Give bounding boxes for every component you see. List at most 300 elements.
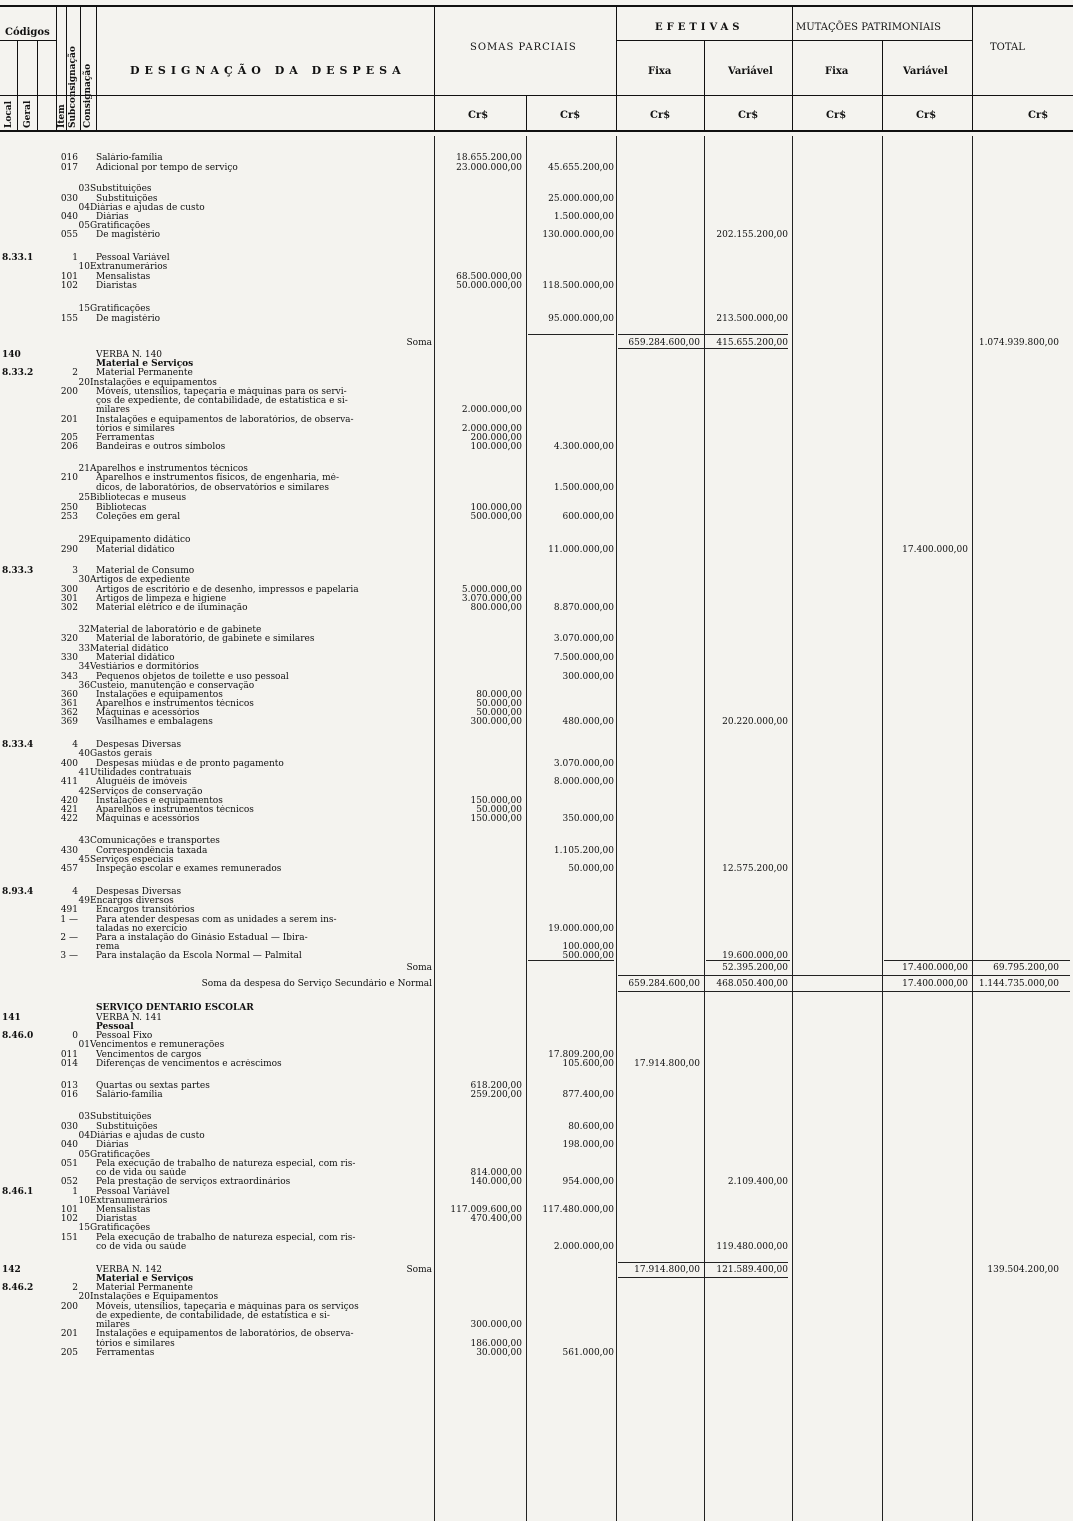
designation-text: ços de expediente, de contabilidade, de estatística e si-	[96, 396, 348, 406]
fixa-header: Fixa	[648, 66, 672, 77]
designation-text: Pessoal	[96, 1022, 134, 1032]
amount-tot: 1.074.939.800,00	[978, 338, 1059, 348]
table-row	[0, 314, 1073, 324]
table-row	[0, 777, 1073, 787]
item-code: 300	[60, 585, 78, 595]
item-code: 201	[60, 415, 78, 425]
item-code: 320	[60, 634, 78, 644]
amount-p1: 18.655.200,00	[456, 153, 522, 163]
item-code: 32	[78, 625, 90, 635]
amount-mv: 17.400.000,00	[902, 545, 968, 555]
item-code: 421	[60, 805, 78, 815]
designation-text: Material de laboratório e de gabinete	[90, 625, 262, 635]
amount-p1: 30.000,00	[476, 1348, 522, 1358]
designation-text: Substituições	[96, 1122, 158, 1132]
designation-text: Diárias	[96, 1140, 129, 1150]
item-code: 2	[72, 1283, 78, 1293]
local-code: 141	[2, 1013, 21, 1023]
amount-p1: 2.000.000,00	[461, 424, 522, 434]
table-row	[0, 368, 1073, 378]
item-code: 361	[60, 699, 78, 709]
designation-text: Artigos de limpeza e higiene	[96, 594, 227, 604]
designation-text: tórios e similares	[96, 424, 175, 434]
item-code: 051	[60, 1159, 78, 1169]
item-code: 201	[60, 1329, 78, 1339]
item-code: 430	[60, 846, 78, 856]
designation-text: Encargos transitórios	[96, 905, 195, 915]
amount-ef: 17.914.800,00	[634, 1265, 700, 1275]
designation-text: Mensalistas	[96, 1205, 151, 1215]
item-code: 4	[72, 887, 78, 897]
designation-text: Extranumerários	[90, 1196, 168, 1206]
item-code: 369	[60, 717, 78, 727]
item-code: 03	[78, 184, 90, 194]
amount-p2: 350.000,00	[562, 814, 614, 824]
local-code: 8.33.4	[2, 740, 34, 750]
designation-text: Salário-família	[96, 1090, 163, 1100]
item-code: 205	[60, 433, 78, 443]
amount-p1: 50.000,00	[476, 699, 522, 709]
designation-text: Instalações e equipamentos	[96, 690, 223, 700]
table-row	[0, 1177, 1073, 1187]
amount-p2: 561.000,00	[562, 1348, 614, 1358]
designation-text: Mensalistas	[96, 272, 151, 282]
amount-p2: 480.000,00	[562, 717, 614, 727]
amount-p2: 17.809.200,00	[548, 1050, 614, 1060]
designation-text: Bandeiras e outros símbolos	[96, 442, 226, 452]
amount-mv: 17.400.000,00	[902, 963, 968, 973]
designation-text: Custeio, manutenção e conservação	[90, 681, 255, 691]
designation-text: SERVIÇO DENTÁRIO ESCOLAR	[96, 1003, 254, 1013]
table-row	[0, 442, 1073, 452]
designation-text: Material de laboratório, de gabinete e similares	[96, 634, 315, 644]
amount-p1: 814.000,00	[470, 1168, 522, 1178]
amount-p2: 50.000,00	[568, 864, 614, 874]
designation-text: Aparelhos e instrumentos físicos, de engenharia, mé-	[96, 473, 339, 483]
designation-text: Material de Consumo	[96, 566, 195, 576]
item-code: 03	[78, 1112, 90, 1122]
amount-ev: 119.480.000,00	[716, 1242, 788, 1252]
amount-p1: 50.000,00	[476, 805, 522, 815]
table-row	[0, 905, 1073, 915]
geral-header: Geral	[23, 100, 33, 128]
item-code: 013	[60, 1081, 78, 1091]
designation-text: Comunicações e transportes	[90, 836, 220, 846]
item-code: 10	[78, 262, 90, 272]
item-code: 41	[78, 768, 90, 778]
designation-text: Pela execução de trabalho de natureza especial, com ris-	[96, 1159, 356, 1169]
designation-text: Diaristas	[96, 281, 137, 291]
table-row	[0, 153, 1073, 163]
table-row	[0, 603, 1073, 613]
designation-text: Pessoal Fixo	[96, 1031, 153, 1041]
designation-text: Ferramentas	[96, 433, 155, 443]
item-code: 362	[60, 708, 78, 718]
designation-text: Despesas Diversas	[96, 887, 182, 897]
table-row	[0, 281, 1073, 291]
item-code: 200	[60, 387, 78, 397]
designation-text: Soma	[406, 963, 432, 973]
designation-text: Equipamento didático	[90, 535, 191, 545]
amount-p1: 68.500.000,00	[456, 272, 522, 282]
item-code: 20	[78, 378, 90, 388]
designation-text: Material e Serviços	[96, 1274, 194, 1284]
designation-text: dicos, de laboratórios, de observatórios e similares	[96, 483, 329, 493]
amount-p2: 118.500.000,00	[542, 281, 614, 291]
item-code: 457	[60, 864, 78, 874]
designation-text: Pequenos objetos de toilette e uso pessoal	[96, 672, 289, 682]
amount-p1: 618.200,00	[470, 1081, 522, 1091]
item-code: 330	[60, 653, 78, 663]
item-code: 055	[60, 230, 78, 240]
designation-text: Diferenças de vencimentos e acréscimos	[96, 1059, 282, 1069]
table-row	[0, 979, 1073, 989]
designation-text: Material Permanente	[96, 368, 193, 378]
designation-text: Instalações e equipamentos	[90, 378, 217, 388]
amount-p1: 470.400,00	[470, 1214, 522, 1224]
designation-text: Serviços de conservação	[90, 787, 203, 797]
designation-text: co de vida ou saúde	[96, 1168, 187, 1178]
item-code: 101	[60, 272, 78, 282]
table-row	[0, 405, 1073, 415]
amount-ef: 17.914.800,00	[634, 1059, 700, 1069]
amount-p2: 1.500.000,00	[553, 212, 614, 222]
designation-text: Bibliotecas e museus	[90, 493, 187, 503]
item-code: 102	[60, 1214, 78, 1224]
currency-label: Cr$	[1028, 110, 1049, 121]
designation-text: Despesas Diversas	[96, 740, 182, 750]
amount-p1: 2.000.000,00	[461, 405, 522, 415]
designation-text: Instalações e Equipamentos	[90, 1292, 219, 1302]
item-code: 33	[78, 644, 90, 654]
amount-p1: 140.000,00	[470, 1177, 522, 1187]
designation-text: Gratificações	[90, 1223, 151, 1233]
item-code: 43	[78, 836, 90, 846]
item-code: 34	[78, 662, 90, 672]
item-code: 411	[60, 777, 78, 787]
designation-text: Móveis, utensílios, tapeçaria e máquinas para os servi-	[96, 387, 347, 397]
table-row	[0, 836, 1073, 846]
amount-ev: 19.600.000,00	[722, 951, 788, 961]
item-code: 040	[60, 1140, 78, 1150]
item-code: 151	[60, 1233, 78, 1243]
designation-text: Gratificações	[90, 1150, 151, 1160]
item-code: 49	[78, 896, 90, 906]
designation-text: Vestiários e dormitórios	[90, 662, 199, 672]
designation-text: De magistério	[96, 230, 161, 240]
amount-p1: 100.000,00	[470, 442, 522, 452]
designation-text: Diárias e ajudas de custo	[90, 1131, 205, 1141]
designation-text: Correspondência taxada	[96, 846, 208, 856]
item-code: 014	[60, 1059, 78, 1069]
designation-text: Material didático	[96, 653, 175, 663]
designation-text: Soma	[406, 1265, 432, 1275]
amount-ev: 213.500.000,00	[716, 314, 788, 324]
amount-p1: 3.070.000,00	[461, 594, 522, 604]
currency-label: Cr$	[738, 110, 759, 121]
item-code: 04	[78, 203, 90, 213]
designation-text: Ferramentas	[96, 1348, 155, 1358]
amount-p2: 3.070.000,00	[553, 759, 614, 769]
designation-text: Gastos gerais	[90, 749, 152, 759]
designation-text: Pela prestação de serviços extraordinários	[96, 1177, 291, 1187]
amount-ev: 20.220.000,00	[722, 717, 788, 727]
designation-text: Máquinas e acessórios	[96, 814, 200, 824]
local-code: 8.33.2	[2, 368, 34, 378]
amount-p2: 100.000,00	[562, 942, 614, 952]
amount-p2: 95.000.000,00	[548, 314, 614, 324]
amount-p1: 500.000,00	[470, 512, 522, 522]
local-code: 8.93.4	[2, 887, 34, 897]
amount-ev: 202.155.200,00	[716, 230, 788, 240]
amount-p1: 117.009.600,00	[450, 1205, 522, 1215]
designation-text: Para instalação da Escola Normal — Palmital	[96, 951, 302, 961]
designation-text: Para atender despesas com as unidades a serem ins-	[96, 915, 337, 925]
item-code: 030	[60, 1122, 78, 1132]
item-code: 206	[60, 442, 78, 452]
local-code: 8.46.2	[2, 1283, 34, 1293]
amount-p1: 300.000,00	[470, 717, 522, 727]
amount-tot: 139.504.200,00	[987, 1265, 1059, 1275]
item-header: Item	[57, 104, 67, 128]
amount-p2: 1.105.200,00	[553, 846, 614, 856]
designation-text: Instalações e equipamentos de laboratórios, de observa-	[96, 415, 354, 425]
item-code: 016	[60, 153, 78, 163]
item-code: 21	[78, 464, 90, 474]
item-code: 290	[60, 545, 78, 555]
designation-text: Diárias e ajudas de custo	[90, 203, 205, 213]
amount-p1: 259.200,00	[470, 1090, 522, 1100]
designation-text: Despesas miúdas e de pronto pagamento	[96, 759, 284, 769]
item-code: 101	[60, 1205, 78, 1215]
item-code: 36	[78, 681, 90, 691]
designation-text: Gratificações	[90, 221, 151, 231]
item-code: 011	[60, 1050, 78, 1060]
amount-p2: 300.000,00	[562, 672, 614, 682]
designation-text: Móveis, utensílios, tapeçaria e máquinas para os serviços	[96, 1302, 359, 1312]
designation-text: taladas no exercício	[96, 924, 188, 934]
designation-text: Utilidades contratuais	[90, 768, 192, 778]
table-row	[0, 662, 1073, 672]
item-code: 45	[78, 855, 90, 865]
designation-text: Salário-família	[96, 153, 163, 163]
consignacao-header: Consignação	[83, 63, 93, 128]
item-code: 15	[78, 304, 90, 314]
item-code: 360	[60, 690, 78, 700]
currency-label: Cr$	[560, 110, 581, 121]
designation-text: Pela execução de trabalho de natureza especial, com ris-	[96, 1233, 356, 1243]
amount-p2: 500.000,00	[562, 951, 614, 961]
designation-text: Substituições	[90, 1112, 152, 1122]
designation-text: Pessoal Variável	[96, 1187, 170, 1197]
table-row	[0, 304, 1073, 314]
designation-text: rema	[96, 942, 120, 952]
item-code: 205	[60, 1348, 78, 1358]
item-code: 200	[60, 1302, 78, 1312]
item-code: 29	[78, 535, 90, 545]
designation-text: Vencimentos de cargos	[96, 1050, 202, 1060]
amount-ef: 659.284.600,00	[628, 979, 700, 989]
designation-text: Extranumerários	[90, 262, 168, 272]
variavel-mut-header: Variável	[903, 66, 948, 77]
local-code: 8.46.0	[2, 1031, 34, 1041]
amount-p1: 100.000,00	[470, 503, 522, 513]
fixa-mut-header: Fixa	[825, 66, 849, 77]
table-row	[0, 1348, 1073, 1358]
item-code: 016	[60, 1090, 78, 1100]
table-row	[0, 634, 1073, 644]
amount-p2: 4.300.000,00	[553, 442, 614, 452]
amount-p1: 23.000.000,00	[456, 163, 522, 173]
amount-p2: 45.655.200,00	[548, 163, 614, 173]
item-code: 040	[60, 212, 78, 222]
item-code: 1 —	[60, 915, 78, 925]
amount-p2: 105.600,00	[562, 1059, 614, 1069]
item-code: 1	[72, 253, 78, 263]
efetivas-header: EFETIVAS	[655, 22, 744, 33]
amount-p1: 80.000,00	[476, 690, 522, 700]
amount-p2: 19.000.000,00	[548, 924, 614, 934]
item-code: 302	[60, 603, 78, 613]
subconsignacao-header: Subconsignação	[68, 46, 78, 128]
designation-text: Material Permanente	[96, 1283, 193, 1293]
table-row	[0, 262, 1073, 272]
designation-text: Material didático	[96, 545, 175, 555]
amount-p1: 150.000,00	[470, 796, 522, 806]
item-code: 102	[60, 281, 78, 291]
designation-text: co de vida ou saúde	[96, 1242, 187, 1252]
table-row	[0, 535, 1073, 545]
amount-ev: 415.655.200,00	[716, 338, 788, 348]
item-code: 01	[78, 1040, 90, 1050]
table-row	[0, 473, 1073, 483]
designation-text: Diárias	[96, 212, 129, 222]
designation-text: Para a instalação do Ginásio Estadual — Ibira-	[96, 933, 308, 943]
table-row	[0, 963, 1073, 973]
designation-text: tórios e similares	[96, 1339, 175, 1349]
designation-text: de expediente, de contabilidade, de estatística e si-	[96, 1311, 330, 1321]
item-code: 052	[60, 1177, 78, 1187]
item-code: 491	[60, 905, 78, 915]
amount-p2: 25.000.000,00	[548, 194, 614, 204]
amount-p2: 80.600,00	[568, 1122, 614, 1132]
item-code: 30	[78, 575, 90, 585]
designation-text: Coleções em geral	[96, 512, 181, 522]
amount-tot: 1.144.735.000,00	[978, 979, 1059, 989]
total-header: TOTAL	[990, 42, 1025, 53]
item-code: 04	[78, 1131, 90, 1141]
item-code: 2	[72, 368, 78, 378]
amount-p2: 8.870.000,00	[553, 603, 614, 613]
designation-text: Artigos de escritório e de desenho, impressos e papelaria	[96, 585, 359, 595]
designation-text: Gratificações	[90, 304, 151, 314]
designation-text: Artigos de expediente	[90, 575, 191, 585]
table-row	[0, 512, 1073, 522]
table-row	[0, 1140, 1073, 1150]
item-code: 420	[60, 796, 78, 806]
amount-p1: 300.000,00	[470, 1320, 522, 1330]
amount-p2: 130.000.000,00	[542, 230, 614, 240]
designation-text: Vencimentos e remunerações	[90, 1040, 225, 1050]
item-code: 0	[72, 1031, 78, 1041]
designation-text: Máquinas e acessórios	[96, 708, 200, 718]
item-code: 15	[78, 1223, 90, 1233]
table-row	[0, 338, 1073, 348]
amount-p1: 50.000.000,00	[456, 281, 522, 291]
designation-text: VERBA N. 140	[96, 350, 163, 360]
currency-label: Cr$	[650, 110, 671, 121]
currency-label: Cr$	[468, 110, 489, 121]
designation-text: milares	[96, 1320, 130, 1330]
amount-p2: 198.000,00	[562, 1140, 614, 1150]
amount-p2: 7.500.000,00	[553, 653, 614, 663]
table-row	[0, 1090, 1073, 1100]
amount-ev: 121.589.400,00	[716, 1265, 788, 1275]
item-code: 030	[60, 194, 78, 204]
mutacoes-header: MUTAÇÕES PATRIMONIAIS	[796, 22, 941, 33]
designation-text: Quartas ou sextas partes	[96, 1081, 210, 1091]
table-row	[0, 1329, 1073, 1339]
amount-p2: 117.480.000,00	[542, 1205, 614, 1215]
designation-text: De magistério	[96, 314, 161, 324]
item-code: 155	[60, 314, 78, 324]
amount-p2: 877.400,00	[562, 1090, 614, 1100]
table-row	[0, 1292, 1073, 1302]
amount-ev: 468.050.400,00	[716, 979, 788, 989]
table-row	[0, 163, 1073, 173]
local-code: 8.33.3	[2, 566, 34, 576]
table-row	[0, 1040, 1073, 1050]
amount-p2: 11.000.000,00	[548, 545, 614, 555]
variavel-header: Variável	[728, 66, 773, 77]
amount-ev: 2.109.400,00	[727, 1177, 788, 1187]
local-header: Local	[4, 100, 14, 128]
table-row	[0, 814, 1073, 824]
amount-p2: 954.000,00	[562, 1177, 614, 1187]
designation-text: Serviços especiais	[90, 855, 174, 865]
table-row	[0, 545, 1073, 555]
item-code: 40	[78, 749, 90, 759]
designation-text: Pessoal Variável	[96, 253, 170, 263]
amount-ev: 52.395.200,00	[722, 963, 788, 973]
designation-text: Substituições	[90, 184, 152, 194]
amount-p2: 1.500.000,00	[553, 483, 614, 493]
codigos-header: Códigos	[5, 27, 50, 38]
somas-parciais-header: SOMAS PARCIAIS	[470, 42, 577, 53]
designation-text: Instalações e equipamentos de laboratórios, de observa-	[96, 1329, 354, 1339]
amount-ef: 659.284.600,00	[628, 338, 700, 348]
item-code: 05	[78, 1150, 90, 1160]
designation-text: Aparelhos e instrumentos técnicos	[90, 464, 248, 474]
item-code: 05	[78, 221, 90, 231]
local-code: 8.33.1	[2, 253, 34, 263]
amount-p2: 2.000.000,00	[553, 1242, 614, 1252]
local-code: 140	[2, 350, 21, 360]
table-row	[0, 230, 1073, 240]
item-code: 4	[72, 740, 78, 750]
amount-p1: 150.000,00	[470, 814, 522, 824]
designation-text: Material didático	[90, 644, 169, 654]
table-row	[0, 575, 1073, 585]
designation-text: Substituições	[96, 194, 158, 204]
table-row	[0, 749, 1073, 759]
table-row	[0, 483, 1073, 493]
amount-p1: 200.000,00	[470, 433, 522, 443]
designation-text: Bibliotecas	[96, 503, 147, 513]
local-code: 8.46.1	[2, 1187, 34, 1197]
designation-text: Soma	[406, 338, 432, 348]
designation-text: Encargos diversos	[90, 896, 174, 906]
